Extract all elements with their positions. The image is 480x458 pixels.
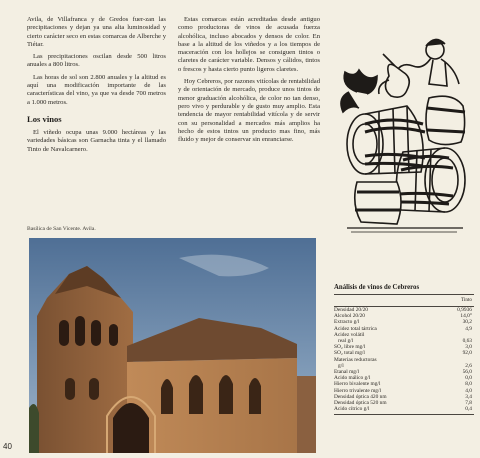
table-cell-value: 0,9936	[457, 307, 472, 313]
table-cell-label: SO₂ libre mg/l	[334, 344, 366, 351]
table-cell-label: Acidez volátil	[334, 331, 365, 338]
table-cell-label: Hierro trivalente mg/l	[334, 387, 382, 394]
table-row	[334, 406, 474, 412]
table-cell-label: Hierro bivalente mg/l	[334, 381, 381, 388]
church-icon	[29, 238, 316, 453]
table-cell-label: g/l	[334, 362, 344, 369]
table-cell-value: 0,4	[465, 406, 472, 413]
analysis-table-block	[334, 284, 474, 415]
table-column-header: Tinto	[460, 297, 472, 303]
table-cell-value: 4,0	[465, 387, 472, 394]
table-cell-label: Extracto g/l	[334, 319, 360, 326]
table-rule-bottom	[334, 414, 474, 415]
table-cell-value: 30,2	[462, 319, 472, 326]
table-cell-value: 92,0	[462, 350, 472, 357]
wine-barrels-woodcut-icon	[337, 32, 469, 240]
paragraph: Las horas de sol son 2.800 anuales y la altitud es aquí una modificación importante de las características del vino, ya que va desde 700 metros a 1.000 metros.	[27, 73, 166, 106]
text-column-left	[27, 16, 166, 158]
table-cell-value: 8,0	[465, 381, 472, 388]
table-title: Análisis de vinos de Cebreros	[334, 284, 420, 291]
table-cell-label: Etanal mg/l	[334, 369, 360, 376]
table-cell-value: 3,4	[465, 393, 472, 400]
table-cell-label: Materias reductoras	[334, 356, 377, 363]
table-cell-value: 7,8	[465, 400, 472, 407]
table-cell-label: Acidez total tártrica	[334, 325, 377, 332]
basilica-photo	[29, 238, 316, 453]
page-number: 40	[3, 442, 12, 451]
photo-caption: Basílica de San Vicente. Avila.	[27, 226, 96, 232]
table-cell-label: SO₂ total mg/l	[334, 350, 365, 357]
paragraph: Avila, de Villafranca y de Gredos fuer-zan las precipitaciones y dejan ya una alta luminosidad y cierto carácter seco en estas comarcas de Alberche y Tiétar.	[27, 16, 166, 48]
table-cell-value: 56,0	[462, 369, 472, 376]
table-cell-label: Alcohol 20/20	[334, 313, 365, 320]
table-cell-value: 2,6	[465, 362, 472, 369]
table-header-row	[334, 295, 474, 306]
table-cell-label: real g/l	[334, 338, 354, 345]
table-cell-value: 4,9	[465, 325, 472, 332]
paragraph: Estas comarcas están acreditadas desde antiguo como productoras de vinos de acusada fuerza alcohólica, incluso abocados y densos de color. En base a la altitud de los viñedos y a los tiempos de maceración con los hollejos se consiguen tintos o claretes de carácter variable. Densos y cálidos, tintos o frescos y hasta cierto punto ligeros claretes.	[178, 16, 320, 73]
table-cell-value: 0,0	[465, 375, 472, 382]
table-cell-value: 14,0°	[460, 313, 472, 320]
table-cell-value: 3,0	[465, 344, 472, 351]
table-cell-label: Acido cítrico g/l	[334, 406, 370, 413]
paragraph: El viñedo ocupa unas 9.000 hectáreas y las variedades básicas son Garnacha tinta y el llamado Tinto de Navalcarnero.	[27, 128, 166, 153]
text-column-middle	[178, 16, 320, 148]
paragraph: Las precipitaciones oscilan desde 500 litros anuales a 800 litros.	[27, 53, 166, 69]
section-heading: Los vinos	[27, 113, 62, 124]
table-cell-label: Densidad 20/20	[334, 307, 368, 313]
woodcut-illustration	[337, 32, 469, 240]
paragraph: Hoy Cebreros, por razones vitícolas de rentabilidad y de orientación de mercado, produce unos tintos de menor graduación alcohólica, de color no tan denso, pero vivo y perdurable y de gusto muy amplio. Esta tendencia de mayor rentabilidad vitícola y de servir con su personalidad a mercados más amplios ha hecho de estos tintos un producto mas fino, más fluido y mejor de conservar sin enranciarse.	[178, 78, 320, 144]
table-cell-label: Densidad óptica 520 nm	[334, 400, 387, 407]
analysis-table	[334, 307, 474, 412]
table-cell-label: Acido málico g/l	[334, 375, 371, 382]
table-cell-value: 0,63	[462, 338, 472, 345]
table-cell-label: Densidad óptica 420 nm	[334, 393, 387, 400]
